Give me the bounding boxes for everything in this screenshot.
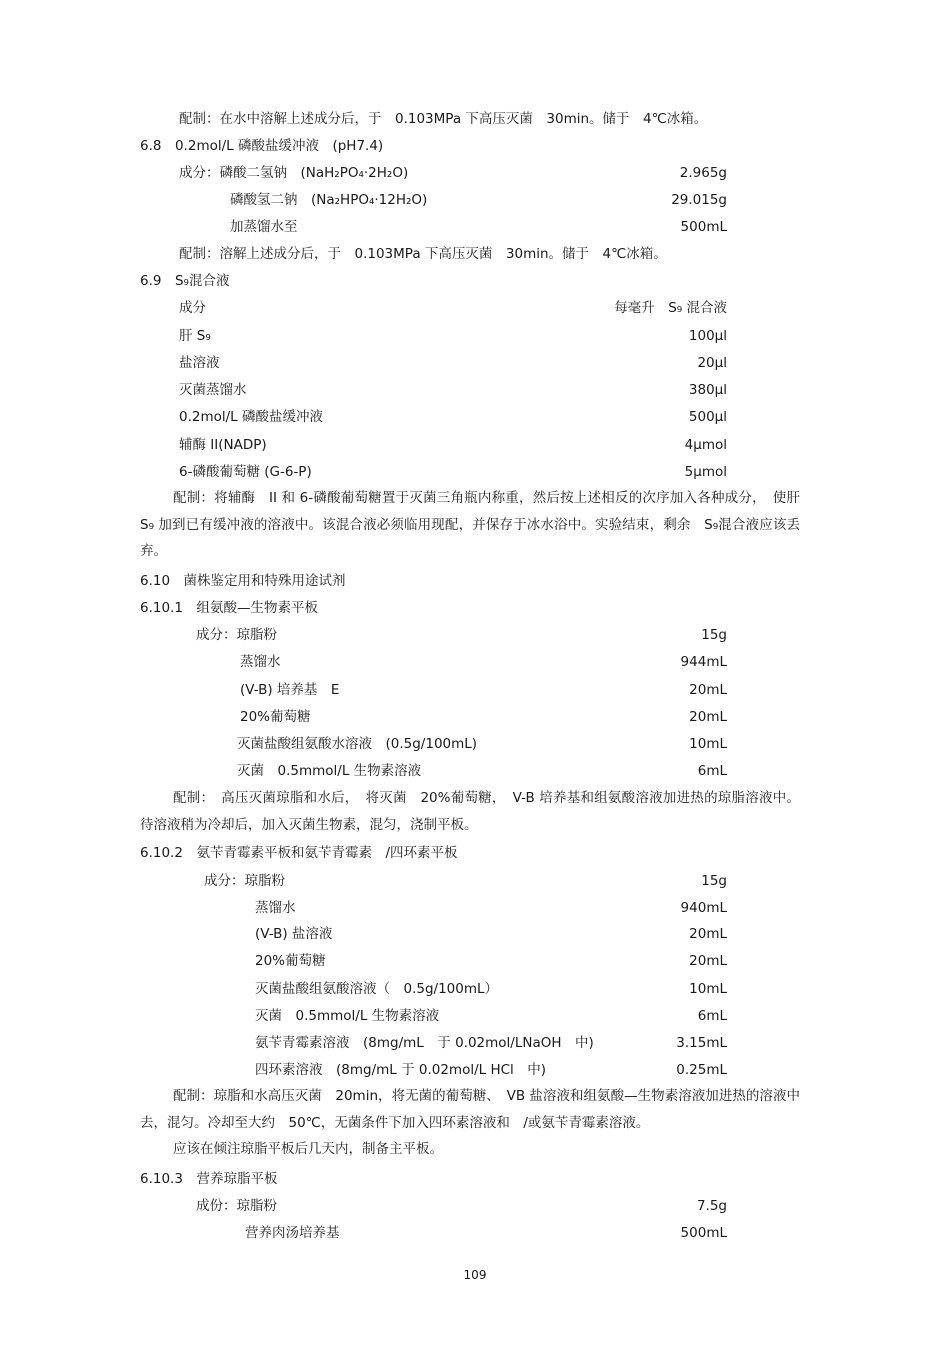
ingredient-amount: 20mL xyxy=(689,926,727,942)
ingredient-amount: 3.15mL xyxy=(676,1035,727,1051)
ingredient-name: 成份：琼脂粉 xyxy=(196,1198,277,1214)
ingredient-amount: 500mL xyxy=(680,219,727,235)
ingredient-amount: 100µl xyxy=(688,328,727,344)
ingredient-name: 蒸馏水 xyxy=(240,654,281,670)
prep-paragraph-6-9 xyxy=(140,485,814,565)
ingredient-name: 成分：琼脂粉 xyxy=(204,873,285,889)
ingredient-amount: 15g xyxy=(701,627,727,643)
prep-paragraph-6-10-2 xyxy=(140,1083,800,1163)
ingredient-name: 0.2mol/L 磷酸盐缓冲液 xyxy=(179,409,323,425)
note-text-6-10-2: 应该在倾注琼脂平板后几天内，制备主平板。 xyxy=(173,1141,443,1157)
ingredient-amount: 10mL xyxy=(689,736,727,752)
ingredient-amount: 29.015g xyxy=(671,192,727,208)
ingredient-name: 氨苄青霉素溶液 (8mg/mL 于 0.02mol/LNaOH 中) xyxy=(255,1035,594,1051)
ingredient-amount: 6mL xyxy=(697,1008,727,1024)
page-number: 109 xyxy=(463,1268,487,1282)
section-heading-6-10-2: 6.10.2 氨苄青霉素平板和氨苄青霉素 /四环素平板 xyxy=(140,845,458,861)
ingredient-amount: 20mL xyxy=(689,709,727,725)
ingredient-name: 加蒸馏水至 xyxy=(230,219,298,235)
ingredient-amount: 6mL xyxy=(697,763,727,779)
section-heading-6-9: 6.9 S₉混合液 xyxy=(140,273,230,289)
ingredient-name: 磷酸氢二钠 (Na₂HPO₄·12H₂O) xyxy=(230,192,428,208)
ingredient-name: (V-B) 培养基 E xyxy=(240,682,340,698)
column-header-amount: 每毫升 S₉ 混合液 xyxy=(614,300,727,316)
ingredient-amount: 380µl xyxy=(688,382,727,398)
ingredient-amount: 0.25mL xyxy=(676,1062,727,1078)
prep-text-6-10-1: 配制： 高压灭菌琼脂和水后， 将灭菌 20%葡萄糖， V-B 培养基和组氨酸溶液加进热的琼脂溶液中。待溶液稍为冷却后，加入灭菌生物素，混匀，浇制平板。 xyxy=(140,790,800,833)
section-heading-6-10: 6.10 菌株鉴定用和特殊用途试剂 xyxy=(140,573,346,589)
ingredient-name: 盐溶液 xyxy=(179,355,220,371)
ingredient-amount: 2.965g xyxy=(679,165,727,181)
ingredient-amount: 15g xyxy=(701,873,727,889)
ingredient-name: 成分：磷酸二氢钠 (NaH₂PO₄·2H₂O) xyxy=(179,165,409,181)
ingredient-amount: 20µl xyxy=(697,355,727,371)
ingredient-name: 20%葡萄糖 xyxy=(255,953,326,969)
ingredient-name: 辅酶 II(NADP) xyxy=(179,437,267,453)
ingredient-name: 灭菌盐酸组氨酸溶液（ 0.5g/100mL） xyxy=(255,981,499,997)
ingredient-name: 成分：琼脂粉 xyxy=(196,627,277,643)
ingredient-name: 灭菌蒸馏水 xyxy=(179,382,247,398)
ingredient-name: 肝 S₉ xyxy=(179,328,211,344)
ingredient-name: 6-磷酸葡萄糖 (G-6-P) xyxy=(179,464,312,480)
ingredient-name: (V-B) 盐溶液 xyxy=(255,926,333,942)
prep-text-6-10-2: 配制：琼脂和水高压灭菌 20min，将无菌的葡萄糖、 VB 盐溶液和组氨酸—生物素溶液加进热的溶液中去，混匀。冷却至大约 50℃，无菌条件下加入四环素溶液和 /或氨苄青霉素溶液。 xyxy=(140,1088,800,1131)
ingredient-amount: 7.5g xyxy=(696,1198,727,1214)
ingredient-amount: 10mL xyxy=(689,981,727,997)
ingredient-name: 四环素溶液 (8mg/mL 于 0.02mol/L HCl 中) xyxy=(255,1062,547,1078)
ingredient-name: 营养肉汤培养基 xyxy=(245,1225,340,1241)
ingredient-amount: 20mL xyxy=(689,953,727,969)
ingredient-amount: 944mL xyxy=(680,654,727,670)
ingredient-name: 灭菌 0.5mmol/L 生物素溶液 xyxy=(237,763,422,779)
ingredient-amount: 4µmol xyxy=(684,437,727,453)
ingredient-name: 20%葡萄糖 xyxy=(240,709,311,725)
section-heading-6-10-1: 6.10.1 组氨酸—生物素平板 xyxy=(140,600,318,616)
prep-text-6-9: 配制：将辅酶 II 和 6-磷酸葡萄糖置于灭菌三角瓶内称重，然后按上述相反的次序加入各种成分， 使肝 S₉ 加到已有缓冲液的溶液中。该混合液必须临用现配，并保存于冰水浴中。实验结束，剩余 S₉混合液应该丢弃。 xyxy=(140,490,814,559)
prep-paragraph-6-10-1 xyxy=(140,785,800,838)
prep-text-6-7: 配制：在水中溶解上述成分后，于 0.103MPa 下高压灭菌 30min。储于 4℃冰箱。 xyxy=(179,111,708,127)
ingredient-amount: 500µl xyxy=(688,409,727,425)
column-header-name: 成分 xyxy=(179,300,206,316)
ingredient-amount: 500mL xyxy=(680,1225,727,1241)
ingredient-amount: 940mL xyxy=(680,900,727,916)
ingredient-name: 灭菌 0.5mmol/L 生物素溶液 xyxy=(255,1008,440,1024)
ingredient-amount: 20mL xyxy=(689,682,727,698)
prep-text-6-8: 配制：溶解上述成分后，于 0.103MPa 下高压灭菌 30min。储于 4℃冰箱。 xyxy=(179,246,667,262)
ingredient-name: 蒸馏水 xyxy=(255,900,296,916)
section-heading-6-8: 6.8 0.2mol/L 磷酸盐缓冲液 (pH7.4) xyxy=(140,138,384,154)
ingredient-name: 灭菌盐酸组氨酸水溶液 (0.5g/100mL) xyxy=(237,736,478,752)
section-heading-6-10-3: 6.10.3 营养琼脂平板 xyxy=(140,1171,278,1187)
ingredient-amount: 5µmol xyxy=(684,464,727,480)
